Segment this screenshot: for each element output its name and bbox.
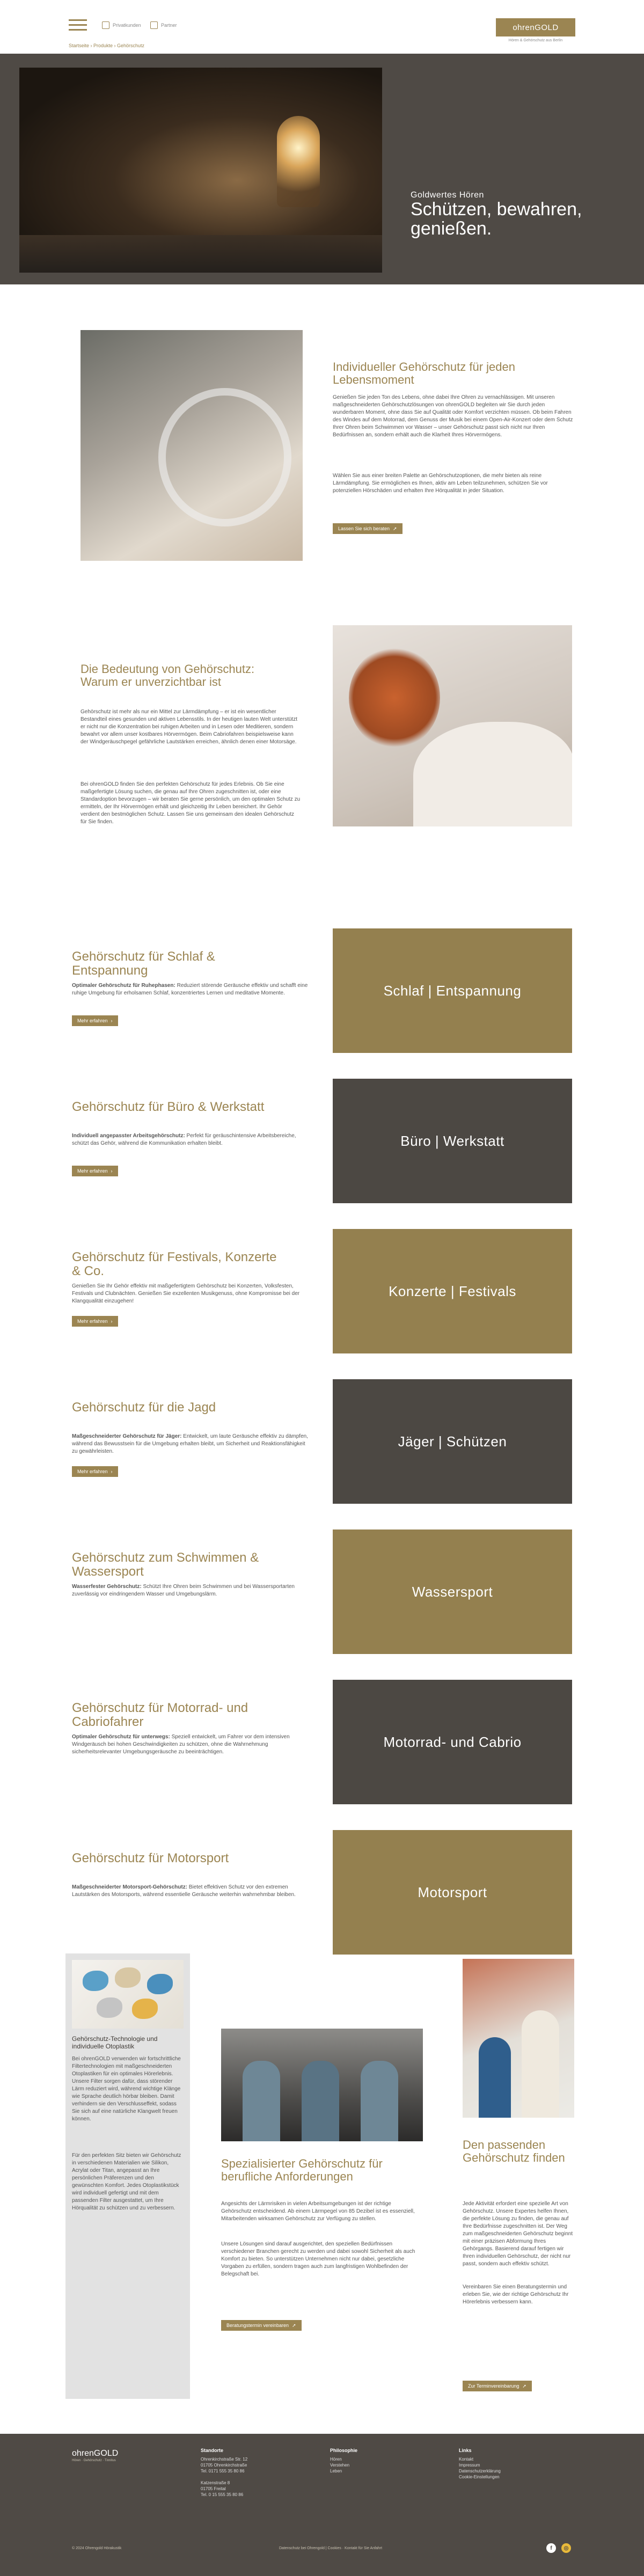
technology-text-1: Bei ohrenGOLD verwenden wir fortschrittliche Filtertechnologien mit maßgeschneiderten Otoplastiken für ein optimales Hörerlebnis. Unsere Filter sorgen dafür, dass störender Lärm reduziert wird, während wichtige Klänge wie Sprache deutlich hörbar bleiben. Damit verhindern sie den Verschlusseffekt, sodass Sie sich auf eine natürliche Klangwelt freuen können. bbox=[72, 2056, 181, 2122]
more-info-button-label: Mehr erfahren bbox=[77, 1168, 108, 1174]
nav-link-label: Privatkunden bbox=[113, 23, 141, 28]
consultation-button[interactable] bbox=[333, 523, 402, 534]
hero-section bbox=[0, 54, 644, 284]
importance-title: Die Bedeutung von Gehörschutz: Warum er unverzichtbar ist bbox=[80, 662, 255, 689]
importance-text-1: Gehörschutz ist mehr als nur ein Mittel zur Lärmdämpfung – er ist ein wesentlicher Bestandteil eines gesunden und aktiven Lebensstils. In der heutigen lauten Welt unterstützt er nicht nur die Konzentration bei ruhigen Arbeiten und in Lesen oder Meditieren, sondern bewahrt vor allem unser kostbares Hörvermögen. Beim Cabriofahren beispielsweise kann der Windgeräuschpegel gefährliche Lautstärken erreichen, ähnlich denen einer Motorsäge. bbox=[80, 709, 297, 745]
legal-links[interactable]: Datenschutz bei Ohrengold | Cookies · Kontakt für Sie Anfahrt bbox=[279, 2546, 383, 2550]
category-tile[interactable] bbox=[333, 1079, 572, 1203]
category-tile-label: Wassersport bbox=[412, 1583, 493, 1600]
row-text-body: Reduziert störende Geräusche effektiv und schafft eine ruhige Umgebung für erholsamen Schlaf, konzentriertes Lernen und meditative Momente. bbox=[72, 983, 308, 996]
more-info-button[interactable] bbox=[72, 1166, 118, 1176]
row-title: Gehörschutz für Festivals, Konzerte & Co. bbox=[72, 1250, 277, 1278]
row-text bbox=[72, 982, 308, 997]
more-info-button[interactable] bbox=[72, 1466, 118, 1477]
row-text bbox=[72, 1283, 308, 1305]
technology-title: Gehörschutz-Technologie und individuelle Otoplastik bbox=[72, 2035, 158, 2050]
row-text bbox=[72, 1733, 308, 1756]
footer-philosophy bbox=[330, 2448, 357, 2474]
arrow-icon: › bbox=[111, 1168, 113, 1174]
professional-text-1: Angesichts der Lärmrisiken in vielen Arbeitsumgebungen ist der richtige Gehörschutz entscheidend. Ab einem Lärmpegel von 85 Dezibel ist es essenziell, Mitarbeitenden wirksamen Gehörschutz zur Verfügung zu stellen. bbox=[221, 2201, 415, 2222]
more-info-button-label: Mehr erfahren bbox=[77, 1469, 108, 1474]
row-text bbox=[72, 1884, 308, 1899]
row-text-body: Entwickelt, um laute Geräusche effektiv zu dämpfen, während das Bewusstsein für die Umgebung erhalten bleibt, um Sicherheit und Reaktionsfähigkeit zu gewährleisten. bbox=[72, 1433, 308, 1454]
footer-link[interactable]: Verstehen bbox=[330, 2463, 350, 2468]
row-text-lead: Optimaler Gehörschutz für Ruhephasen: bbox=[72, 983, 175, 989]
instagram-icon[interactable]: ◎ bbox=[561, 2543, 571, 2553]
arrow-icon: › bbox=[111, 1469, 113, 1474]
workers-image bbox=[221, 2029, 423, 2141]
site-footer bbox=[0, 2434, 644, 2576]
category-tile-label: Motorsport bbox=[418, 1884, 487, 1900]
row-text bbox=[72, 1132, 308, 1147]
arrow-icon: › bbox=[111, 1319, 113, 1324]
professional-title: Spezialisierter Gehörschutz für berufliche Anforderungen bbox=[221, 2157, 383, 2183]
book-appointment-button[interactable] bbox=[463, 2381, 532, 2391]
category-tile-label: Jäger | Schützen bbox=[398, 1433, 507, 1450]
footer-locations bbox=[201, 2448, 247, 2498]
category-tile[interactable] bbox=[333, 1830, 572, 1955]
row-text-body: Schützt Ihre Ohren beim Schwimmen und bei Wassersportarten zuverlässig vor eindringendem Wasser und Umgebungslärm. bbox=[72, 1584, 295, 1597]
row-title: Gehörschutz für Motorrad- und Cabriofahrer bbox=[72, 1701, 248, 1729]
footer-links bbox=[459, 2448, 501, 2480]
menu-icon[interactable] bbox=[69, 19, 87, 31]
footer-line: 01705 Freital bbox=[201, 2486, 226, 2491]
category-tile[interactable] bbox=[333, 1379, 572, 1504]
technology-text-2: Für den perfekten Sitz bieten wir Gehörschutz in verschiedenen Materialien wie Silikon, Acrylat oder Titan, angepasst an Ihre persönlichen Präferenzen und den gewünschten Komfort. Jedes Otoplastikstück wird individuell gefertigt und mit dem passenden Filter ausgestattet, um Ihre Hörqualität zu schützen und zu verbessern. bbox=[72, 2153, 181, 2211]
footer-link[interactable]: Cookie-Einstellungen bbox=[459, 2475, 500, 2479]
row-text-lead: Optimaler Gehörschutz für unterwegs: bbox=[72, 1734, 170, 1740]
category-tile-label: Büro | Werkstatt bbox=[400, 1132, 504, 1149]
category-tile-label: Schlaf | Entspannung bbox=[383, 982, 522, 999]
footer-link[interactable]: Kontakt bbox=[459, 2457, 474, 2462]
row-text-lead: Maßgeschneiderter Motorsport-Gehörschutz: bbox=[72, 1884, 188, 1890]
appointment-button-label: Beratungstermin vereinbaren bbox=[226, 2323, 289, 2328]
footer-phone[interactable]: Tel. 0171 555 35 80 86 bbox=[201, 2469, 245, 2473]
arrow-icon: ➚ bbox=[292, 2322, 296, 2328]
facebook-icon[interactable]: f bbox=[546, 2543, 556, 2553]
row-text bbox=[72, 1433, 308, 1455]
row-text-body: Speziell entwickelt, um Fahrer vor dem intensiven Windgeräusch bei hohen Geschwindigkeiten zu schützen, ohne die Wahrnehmung sicherheitsrelevanter Umgebungsgeräusche zu beeinträchtigen. bbox=[72, 1734, 290, 1755]
earplugs-image bbox=[72, 1960, 184, 2029]
more-info-button-label: Mehr erfahren bbox=[77, 1018, 108, 1023]
nav-link-partner[interactable] bbox=[150, 21, 177, 29]
arrow-icon: ➚ bbox=[393, 525, 397, 531]
family-image bbox=[463, 1959, 574, 2118]
row-text-body: Bietet effektiven Schutz vor den extremen Lautstärken des Motorsports, während essentielle Geräusche weiterhin wahrnehmbar bleiben. bbox=[72, 1884, 296, 1898]
row-title: Gehörschutz für Schlaf & Entspannung bbox=[72, 949, 215, 978]
row-text-body: Perfekt für geräuschintensive Arbeitsbereiche, schützt das Gehör, während die Kommunikation erhalten bleibt. bbox=[72, 1133, 296, 1146]
row-title: Gehörschutz für die Jagd bbox=[72, 1400, 216, 1415]
more-info-button[interactable] bbox=[72, 1015, 118, 1026]
footer-line: Ohrenkirchstraße Str. 12 bbox=[201, 2457, 248, 2462]
site-header bbox=[0, 0, 644, 54]
arrow-icon: ➚ bbox=[522, 2383, 526, 2389]
appointment-button[interactable] bbox=[221, 2320, 302, 2331]
sleeping-couple-image bbox=[333, 625, 572, 826]
footer-link[interactable]: Impressum bbox=[459, 2463, 480, 2468]
footer-logo-tagline: Hören · Gehörschutz · Tinnitus bbox=[72, 2459, 116, 2462]
find-protection-text-2: Vereinbaren Sie einen Beratungstermin und erleben Sie, wie der richtige Gehörschutz Ihr Hörerlebnis verbessern kann. bbox=[463, 2284, 569, 2305]
professional-text-2: Unsere Lösungen sind darauf ausgerichtet, den speziellen Bedürfnissen verschiedener Branchen gerecht zu werden und dabei sowohl Sicherheit als auch Komfort zu bieten. So unterstützen Unternehmen nicht nur dabei, gesetzliche Vorgaben zu erfüllen, sondern tragen auch zum langfristigen Wohlbefinden der Belegschaft bei. bbox=[221, 2241, 415, 2277]
footer-logo[interactable]: ohrenGOLD bbox=[72, 2449, 119, 2458]
logo[interactable]: ohrenGOLD bbox=[496, 18, 575, 36]
copyright: © 2024 Ohrengold Hörakustik bbox=[72, 2546, 122, 2550]
user-icon bbox=[102, 21, 109, 29]
footer-col-title: Links bbox=[459, 2448, 472, 2453]
row-text-lead: Maßgeschneiderter Gehörschutz für Jäger: bbox=[72, 1433, 182, 1439]
breadcrumb[interactable]: Startseite › Produkte › Gehörschutz bbox=[69, 43, 145, 48]
footer-col-title: Standorte bbox=[201, 2448, 224, 2453]
footer-link[interactable]: Leben bbox=[330, 2469, 342, 2473]
hero-title: Schützen, bewahren, genießen. bbox=[411, 199, 582, 239]
arrow-icon: › bbox=[111, 1018, 113, 1023]
building-icon bbox=[150, 21, 158, 29]
nav-link-private[interactable] bbox=[102, 21, 141, 29]
logo-tagline: Hören & Gehörschutz aus Berlin bbox=[508, 39, 563, 42]
nav-link-label: Partner bbox=[161, 23, 177, 28]
intro-title: Individueller Gehörschutz für jeden Lebensmoment bbox=[333, 360, 515, 386]
hero-subtitle: Goldwertes Hören bbox=[411, 191, 484, 200]
footer-line: Katzenstraße 8 bbox=[201, 2480, 230, 2485]
more-info-button[interactable] bbox=[72, 1316, 118, 1327]
footer-phone[interactable]: Tel. 0 15 555 35 80 86 bbox=[201, 2492, 244, 2497]
footer-col-title: Philosophie bbox=[330, 2448, 358, 2453]
row-text-lead: Wasserfester Gehörschutz: bbox=[72, 1584, 142, 1590]
row-text bbox=[72, 1583, 308, 1598]
footer-link[interactable]: Datenschutzerklärung bbox=[459, 2469, 501, 2473]
row-text-lead: Individuell angepasster Arbeitsgehörschutz: bbox=[72, 1133, 185, 1139]
find-protection-text-1: Jede Aktivität erfordert eine spezielle Art von Gehörschutz. Unsere Expertes helfen Ihnen, die perfekte Lösung zu finden, die genau auf Ihre Bedürfnisse zugeschnitten ist. Der Weg zum maßgeschneiderten Gehörschutz beginnt mit einer präzisen Abformung Ihres Gehörgangs. Basierend darauf fertigen wir Ihren individuellen Gehörschutz, der nicht nur passt, sondern auch effektiv schützt. bbox=[463, 2201, 573, 2267]
row-title: Gehörschutz für Büro & Werkstatt bbox=[72, 1100, 265, 1114]
intro-text-2: Wählen Sie aus einer breiten Palette an Gehörschutzoptionen, die mehr bieten als reine Lärmdämpfung. Sie ermöglichen es Ihnen, aktiv am Leben teilzunehmen, schützen Sie vor potenziellen Hörschäden und erhalten Ihre Hörqualität in jeder Situation. bbox=[333, 473, 548, 494]
category-tile-label: Motorrad- und Cabrio bbox=[383, 1733, 522, 1750]
intro-text-1: Genießen Sie jeden Ton des Lebens, ohne dabei Ihre Ohren zu vernachlässigen. Mit unseren maßgeschneiderten Gehörschutzlösungen von ohrenGOLD begleiten wir Sie durch jeden wunderbaren Moment, ohne dass Sie auf Qualität oder Komfort verzichten müssen. Ob beim Fahren des Windes auf dem Motorrad, dem Genuss der Musik bei einem Open-Air-Konzert oder dem Schutz Ihrer Ohren beim Schwimmen vor Wasser – unser Gehörschutz passt sich nicht nur Ihren Bedürfnissen an, sondern erhält auch die Klarheit Ihres Hörvermögens. bbox=[333, 394, 573, 438]
category-tile[interactable] bbox=[333, 1529, 572, 1654]
find-protection-title: Den passenden Gehörschutz finden bbox=[463, 2138, 565, 2164]
row-title: Gehörschutz für Motorsport bbox=[72, 1851, 229, 1865]
category-tile[interactable] bbox=[333, 928, 572, 1053]
consultation-button-label: Lassen Sie sich beraten bbox=[338, 526, 390, 531]
book-appointment-button-label: Zur Terminvereinbarung bbox=[468, 2383, 519, 2389]
category-tile[interactable] bbox=[333, 1229, 572, 1353]
footer-line: 01705 Ohrenkirchstraße bbox=[201, 2463, 247, 2468]
hearing-protection-image bbox=[80, 330, 303, 561]
row-text-body: Genießen Sie Ihr Gehör effektiv mit maßgefertigtem Gehörschutz bei Konzerten, Volksfesten, Festivals und Clubnächten. Genießen Sie exzellenten Musikgenuss, ohne Kompromisse bei der Klangqualität einzugehen! bbox=[72, 1283, 300, 1304]
footer-link[interactable]: Hören bbox=[330, 2457, 342, 2462]
category-tile-label: Konzerte | Festivals bbox=[389, 1283, 516, 1299]
category-tile[interactable] bbox=[333, 1680, 572, 1804]
importance-text-2: Bei ohrenGOLD finden Sie den perfekten Gehörschutz für jedes Erlebnis. Ob Sie eine maßgefertigte Lösung suchen, die genau auf Ihre Ohren zugeschnitten ist, oder eine Standardoption bevorzugen – wir beraten Sie gerne persönlich, um den optimalen Schutz zu ermitteln, der Ihr Hörvermögen erhält und gleichzeitig Ihr Leben bereichert. Ihr Gehör verdient den bestmöglichen Schutz. Lassen Sie uns gemeinsam den idealen Gehörschutz für Sie finden. bbox=[80, 781, 301, 825]
more-info-button-label: Mehr erfahren bbox=[77, 1319, 108, 1324]
row-title: Gehörschutz zum Schwimmen & Wassersport bbox=[72, 1550, 259, 1579]
hero-image bbox=[19, 68, 382, 273]
